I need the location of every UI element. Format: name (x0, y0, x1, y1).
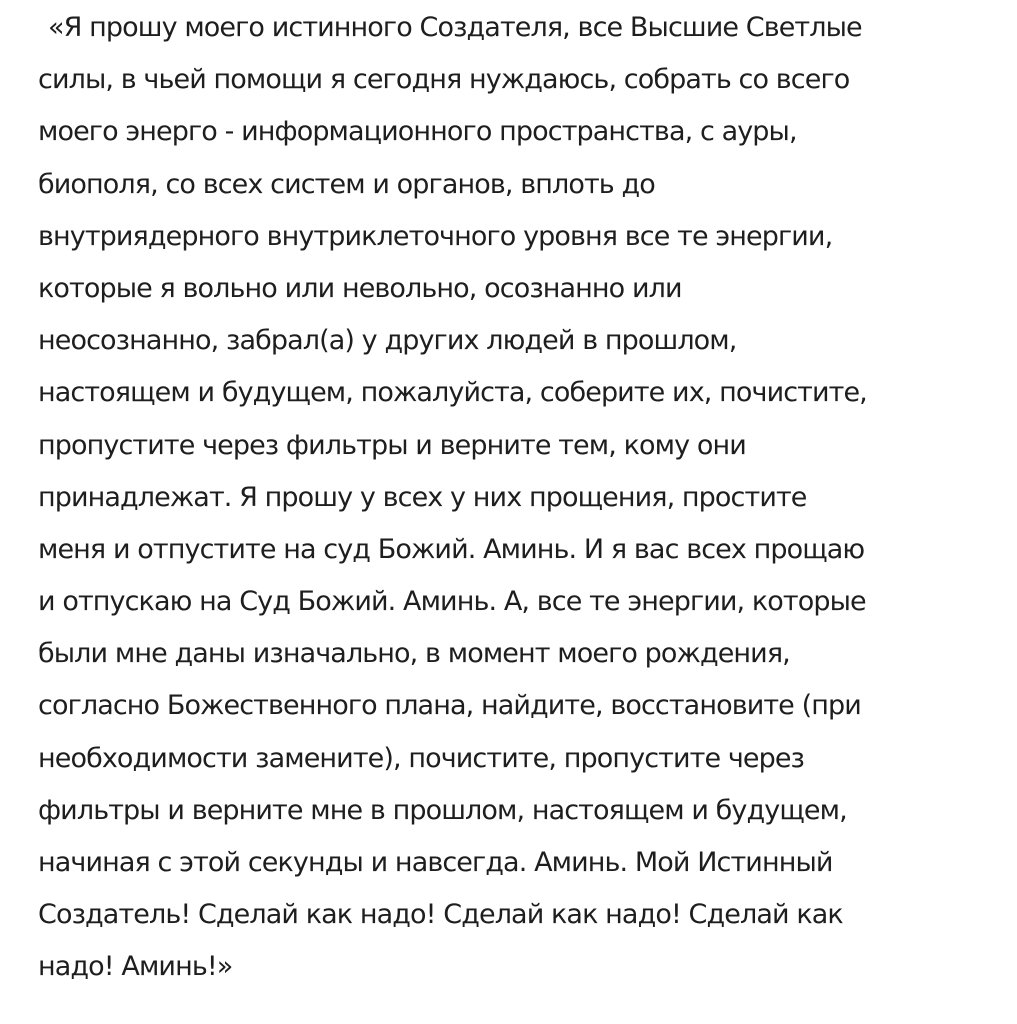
text-line: были мне даны изначально, в момент моего рождения, (38, 638, 790, 670)
text-line: которые я вольно или невольно, осознанно или (38, 272, 682, 304)
text-line: меня и отпустите на суд Божий. Аминь. И я вас всех прощаю (38, 533, 865, 565)
text-line: надо! Аминь!» (38, 951, 233, 983)
text-line: «Я прошу моего истинного Создателя, все Высшие Светлые (48, 12, 862, 43)
text-line: согласно Божественного плана, найдите, восстановите (при (38, 690, 861, 722)
text-line: пропустите через фильтры и верните тем, кому они (38, 429, 746, 461)
text-line: внутриядерного внутриклеточного уровня все те энергии, (38, 220, 833, 252)
text-line: силы, в чьей помощи я сегодня нуждаюсь, собрать со всего (38, 64, 850, 96)
text-line: Создатель! Сделай как надо! Сделай как надо! Сделай как (38, 899, 843, 931)
text-line: неосознанно, забрал(а) у других людей в прошлом, (38, 325, 737, 357)
text-line: биополя, со всех систем и органов, вплоть до (38, 168, 655, 200)
text-line: и отпускаю на Суд Божий. Аминь. А, все те энергии, которые (38, 586, 866, 618)
prayer-text (38, 2, 1008, 994)
text-line: принадлежат. Я прошу у всех у них прощения, простите (38, 481, 807, 513)
text-line: начиная с этой секунды и навсегда. Аминь. Мой Истинный (38, 847, 833, 878)
text-line: фильтры и верните мне в прошлом, настоящем и будущем, (38, 794, 847, 826)
text-line: необходимости замените), почистите, пропустите через (38, 742, 805, 774)
text-line: моего энерго - информационного пространства, с ауры, (38, 116, 797, 148)
text-line: настоящем и будущем, пожалуйста, соберите их, почистите, (38, 377, 867, 409)
